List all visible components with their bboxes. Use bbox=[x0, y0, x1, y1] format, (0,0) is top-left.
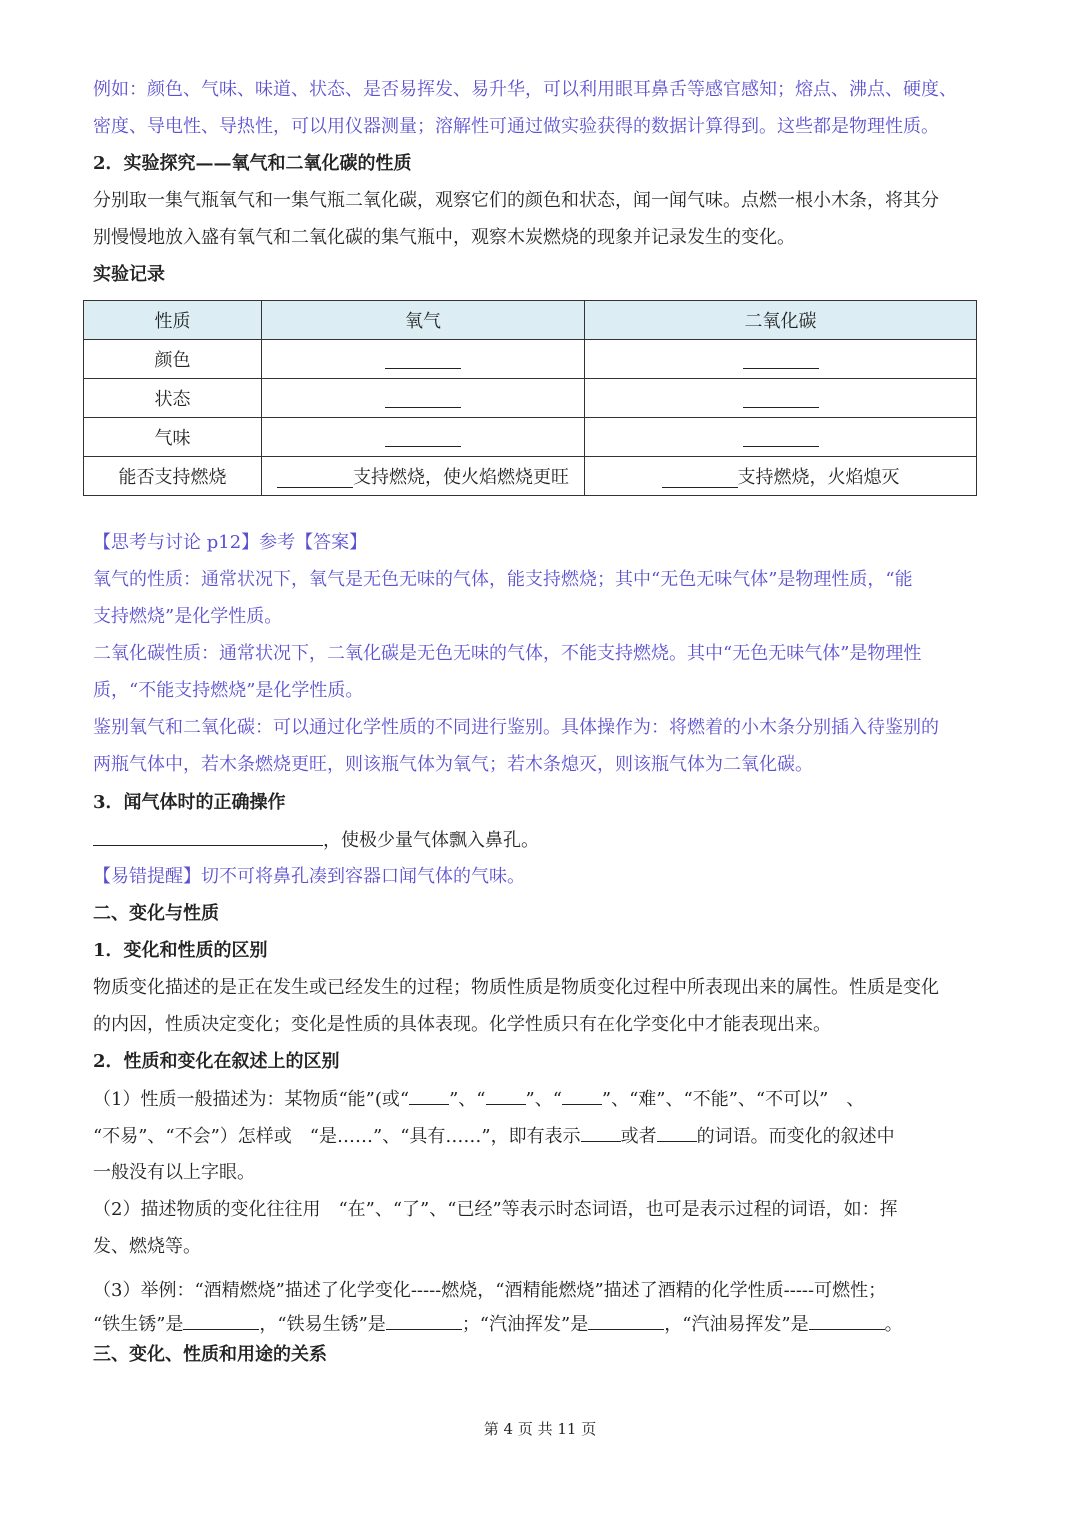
blank-smell-operation bbox=[93, 827, 323, 846]
think-id-line-1: 鉴别氧气和二氧化碳：可以通过化学性质的不同进行鉴别。具体操作为：将燃着的小木条分别插入待鉴别的 bbox=[93, 717, 939, 738]
item3-line-2: “铁生锈”是 ，“铁易生锈”是 ；“汽油挥发”是 ，“汽油易挥发”是 。 bbox=[93, 1311, 993, 1338]
experiment-record-table bbox=[83, 300, 977, 496]
table-row bbox=[84, 418, 977, 457]
section2-heading: 2．实验探究——氧气和二氧化碳的性质 bbox=[93, 153, 412, 174]
cell-o2-combustion bbox=[262, 457, 585, 496]
think-co2-line-1: 二氧化碳性质：通常状况下，二氧化碳是无色无味的气体，不能支持燃烧。其中“无色无味气体”是物理性 bbox=[93, 643, 922, 664]
intro-line-2: 密度、导电性、导热性，可以用仪器测量；溶解性可通过做实验获得的数据计算得到。这些都是物理性质。 bbox=[93, 116, 939, 137]
item1-line-3: 一般没有以上字眼。 bbox=[93, 1162, 255, 1183]
table-header-row bbox=[84, 301, 977, 340]
table-row bbox=[84, 340, 977, 379]
blank-o2-smell bbox=[262, 418, 585, 457]
blank-o2-color bbox=[262, 340, 585, 379]
page-footer: 第 4 页 共 11 页 bbox=[483, 1420, 597, 1438]
warning-tip: 【易错提醒】切不可将鼻孔凑到容器口闻气体的气味。 bbox=[93, 866, 525, 887]
section2-para-2: 别慢慢地放入盛有氧气和二氧化碳的集气瓶中，观察木炭燃烧的现象并记录发生的变化。 bbox=[93, 227, 795, 248]
record-title: 实验记录 bbox=[93, 264, 165, 285]
think-o2-line-2: 支持燃烧”是化学性质。 bbox=[93, 606, 283, 627]
item3-line-1: （3）举例：“酒精燃烧”描述了化学变化-----燃烧，“酒精能燃烧”描述了酒精的化学性质-----可燃性； bbox=[93, 1280, 887, 1301]
think-id-line-2: 两瓶气体中，若木条燃烧更旺，则该瓶气体为氧气；若木条熄灭，则该瓶气体为二氧化碳。 bbox=[93, 754, 813, 775]
section2-para-1: 分别取一集气瓶氧气和一集气瓶二氧化碳，观察它们的颜色和状态，闻一闻气味。点燃一根小木条，将其分 bbox=[93, 190, 939, 211]
part2-para-line-1: 物质变化描述的是正在发生或已经发生的过程；物质性质是物质变化过程中所表现出来的属性。性质是变化 bbox=[93, 977, 939, 998]
think-co2-line-2: 质，“不能支持燃烧”是化学性质。 bbox=[93, 680, 364, 701]
row-label-smell: 气味 bbox=[84, 418, 262, 457]
part2-para-line-2: 的内因，性质决定变化；变化是性质的具体表现。化学性质只有在化学变化中才能表现出来。 bbox=[93, 1014, 831, 1035]
table-row bbox=[84, 457, 977, 496]
item1-line-1: （1）性质一般描述为：某物质“能”(或“ ”、“ ”、“ ”、“难”、“不能”、“不可以” 、 bbox=[93, 1086, 993, 1113]
part2-sub2: 2．性质和变化在叙述上的区别 bbox=[93, 1051, 340, 1072]
row-label-combustion: 能否支持燃烧 bbox=[84, 457, 262, 496]
blank-co2-state bbox=[585, 379, 977, 418]
table-row bbox=[84, 379, 977, 418]
o2-combustion-text: 支持燃烧，使火焰燃烧更旺 bbox=[353, 467, 569, 488]
part2-sub1: 1．变化和性质的区别 bbox=[93, 940, 268, 961]
item1-line-2: “不易”、“不会”）怎样或 “是……”、“具有……”，即有表示 或者 的词语。而变化的叙述中 bbox=[93, 1123, 993, 1150]
header-oxygen: 氧气 bbox=[262, 301, 585, 340]
think-o2-line-1: 氧气的性质：通常状况下，氧气是无色无味的气体，能支持燃烧；其中“无色无味气体”是物理性质，“能 bbox=[93, 569, 913, 590]
blank-o2-state bbox=[262, 379, 585, 418]
header-co2: 二氧化碳 bbox=[585, 301, 977, 340]
row-label-state: 状态 bbox=[84, 379, 262, 418]
item2-line-1: （2）描述物质的变化往往用 “在”、“了”、“已经”等表示时态词语，也可是表示过程的词语，如：挥 bbox=[93, 1199, 898, 1220]
part3-heading: 三、变化、性质和用途的关系 bbox=[93, 1344, 327, 1365]
co2-combustion-text: 支持燃烧，火焰熄灭 bbox=[737, 467, 900, 488]
section3-heading: 3．闻气体时的正确操作 bbox=[93, 792, 286, 813]
section3-fill-line: ，使极少量气体飘入鼻孔。 bbox=[93, 827, 993, 854]
header-property: 性质 bbox=[84, 301, 262, 340]
think-title: 【思考与讨论 p12】参考【答案】 bbox=[93, 532, 368, 553]
blank-co2-color bbox=[585, 340, 977, 379]
item2-line-2: 发、燃烧等。 bbox=[93, 1236, 201, 1257]
blank-co2-smell bbox=[585, 418, 977, 457]
intro-line-1: 例如：颜色、气味、味道、状态、是否易挥发、易升华，可以利用眼耳鼻舌等感官感知；熔点、沸点、硬度、 bbox=[93, 79, 957, 100]
cell-co2-combustion bbox=[585, 457, 977, 496]
row-label-color: 颜色 bbox=[84, 340, 262, 379]
part2-heading: 二、变化与性质 bbox=[93, 903, 219, 924]
